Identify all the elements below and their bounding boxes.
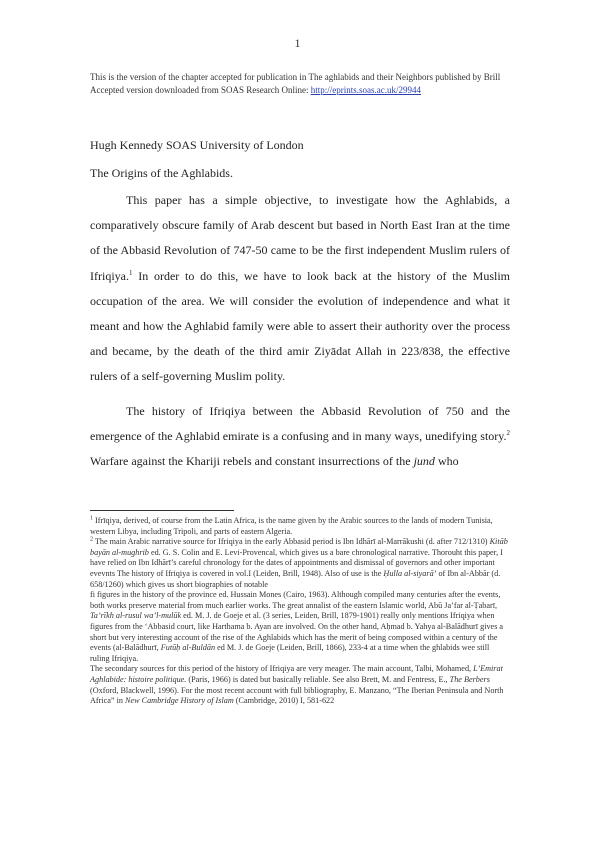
paragraph-2-italic: jund (413, 454, 435, 469)
footnote-2-secondary (90, 664, 508, 706)
footnotes (90, 516, 508, 707)
paragraph-1-text: This paper has a simple objective, to investigate how the Aghlabids, a comparatively obscure family of Arab descent but based in North East Iran at the time of the Abbasid Revolution of 747-50 came to be the first independent Muslim rulers of Ifriqiya. (90, 193, 510, 283)
paragraph-2-rest: Warfare against the Khariji rebels and constant insurrections of the (90, 454, 414, 469)
notice-line-2-prefix: Accepted version downloaded from SOAS Research Online: (90, 84, 311, 95)
paragraph-1 (90, 188, 510, 390)
paragraph-1-rest: In order to do this, we have to look back at the history of the Muslim occupation of the area. We will consider the evolution of independence and what it meant and how the Aghlabid family were able to assert their authority over the process and became, by the death of the third amir Ziyādat Allah in 223/838, the effective rulers of a self-governing Muslim polity. (90, 268, 510, 384)
footnote-1-number: 1 (90, 515, 93, 522)
paragraph-2 (90, 399, 510, 475)
footnote-2-text-d: fi figures in the history of the province ed. Hussain Mones (Cairo, 1963). Although compiled many centuries after the events, both works preserve material from much earlier works. The great annalist of the eastern Islamic world, Abū Ja’far al-Ṭabarī, (90, 590, 501, 610)
footnote-ref-1[interactable]: 1 (128, 268, 133, 277)
footnote-2-text-c: of Ibn al-Abbār (d. 658/1260) which gives us short biographies of notable (90, 568, 501, 589)
eprints-link[interactable]: http://eprints.soas.ac.uk/29944 (310, 84, 421, 95)
footnote-3-text-b: (Paris, 1966) is dated but basically reliable. See also Brett, M. and Fentress, E., (186, 674, 450, 684)
footnote-3-text-c: (Oxford, Blackwell, 1996). For the most recent account with full bibliography, E. Manzano, “The Iberian Peninsula and North Africa” in (90, 685, 504, 706)
footnote-2-continued (90, 590, 508, 664)
footnote-2-number: 2 (90, 536, 93, 543)
footnote-separator (90, 510, 234, 511)
footnote-2 (90, 537, 508, 590)
footnote-3-title-3: New Cambridge History of Islam (125, 696, 234, 706)
footnote-2-title-1: Kitāb bayān al-mughrib (90, 537, 508, 557)
footnote-1-text: Ifrīqiya, derived, of course from the Latin Africa, is the name given by the Arabic sources to the lands of modern Tunisia, western Libya, including Tripoli, and parts of eastern Algeria. (90, 516, 493, 536)
notice-line-2 (90, 84, 520, 97)
footnote-2-title-3: Ta’rīkh al-rusul wa’l-mulūk (90, 611, 182, 621)
footnote-2-text-a: The main Arabic narrative source for Ifriqiya in the early Abbasid period is Ibn Idhārī al-Marrākushi (d. after 712/1310) (93, 537, 490, 547)
body-text (90, 188, 510, 483)
publication-notice (90, 71, 520, 96)
paragraph-2-text: The history of Ifriqiya between the Abbasid Revolution of 750 and the emergence of the Aghlabid emirate is a confusing and in many ways, unedifying story. (90, 403, 510, 443)
footnote-3-title-1: L’Emirat Aghlabide: histoire politique. (90, 664, 503, 684)
author-line: Hugh Kennedy SOAS University of London (90, 138, 304, 152)
chapter-title: The Origins of the Aghlabids. (90, 166, 233, 180)
page-number: 1 (294, 36, 301, 50)
footnote-3-text-a: The secondary sources for this period of the history of Ifriqiya are very meager. The main account, Talbi, Mohamed, (90, 664, 474, 674)
notice-line-1: This is the version of the chapter accepted for publication in The aghlabids and their Neighbors published by Brill (90, 72, 501, 82)
footnote-2-text-e: ed. M. J. de Goeje et al. (3 series, Leiden, Brill, 1879-1901) really only mentions Ifriqiya when figures from the ‘Abbasid court, like Harthama b. Ayan are involved. On the other hand, Aḥmad b. Yahya al-Balādhurī gives a short but very interesting account of the rise of the Aghlabids which has the merit of being composed within a century of the events (al-Balādhurī, (90, 611, 504, 653)
footnote-2-title-2: Ḥulla al-siyarā’ (383, 568, 437, 578)
footnote-2-text-b: ed. G. S. Colin and E. Levi-Provencal, which gives us a bare chronological narrative. Thorouht this paper, I have relied on Ibn Idhārī’s careful chronology for the dates of appointments and dismissal of governors and other important evevnts The history of Ifriqiya is covered in vol.I (Leiden, Brill, 1948). Also of use is the (90, 547, 503, 578)
paragraph-2-end: who (434, 454, 459, 469)
footnote-3-text-d: (Cambridge, 2010) I, 581-622 (233, 696, 335, 706)
footnote-2-title-4: Futūḥ al-Buldān (160, 643, 216, 653)
footnote-2-text-f: ed M. J. de Goeje (Leiden, Brill, 1866), 233-4 at a time when the ghlabids wee still ruling Ifriqiya. (90, 643, 490, 663)
footnote-1 (90, 516, 508, 537)
footnote-ref-2[interactable]: 2 (506, 428, 510, 437)
footnote-3-title-2: The Berbers (449, 674, 490, 684)
